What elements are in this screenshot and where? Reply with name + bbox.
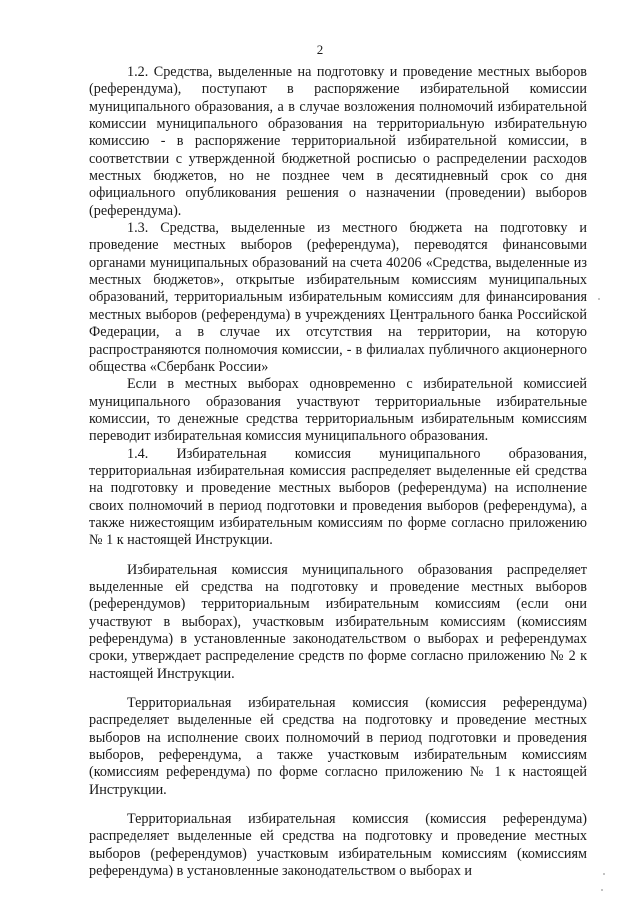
paragraph-territorial-precinct: Территориальная избирательная комиссия (комиссия референдума) распределяет выделенные ей средства на подготовку и проведение местных выборов (референдумов) участковым избирательным комиссиям (комиссиям референдума) в установленные законодательством о выборах и	[89, 811, 587, 880]
document-body	[89, 64, 587, 880]
scan-speck	[601, 889, 603, 891]
paragraph-1-4: 1.4. Избирательная комиссия муниципального образования, территориальная избирательная комиссия распределяет выделенные ей средства на подготовку и проведение местных выборов (референдума) на исполнение своих полномочий в период подготовки и проведения выборов (референдума), а также нижестоящим избирательным комиссиям по форме согласно приложению № 1 к настоящей Инструкции.	[89, 445, 587, 549]
scan-speck	[598, 298, 600, 300]
paragraph-territorial-own-powers: Территориальная избирательная комиссия (комиссия референдума) распределяет выделенные ей средства на подготовку и проведение местных выборов на исполнение своих полномочий в период подготовки и проведения выборов, референдума, а также участковым избирательным комиссиям (комиссиям референдума) по форме согласно приложению № 1 к настоящей Инструкции.	[89, 695, 587, 798]
page-number: 2	[316, 42, 324, 57]
scan-speck	[603, 873, 605, 875]
paragraph-1-2: 1.2. Средства, выделенные на подготовку и проведение местных выборов (референдума), поступают в распоряжение избирательной комиссии муниципального образования, а в случае возложения полномочий избирательной комиссии муниципального образования на территориальную избирательную комиссию - в распоряжение территориальной избирательной комиссии, в соответствии с утвержденной бюджетной росписью о распределении расходов местных бюджетов, но не позднее чем в десятидневный срок со дня официального опубликования решения о назначении (проведении) выборов (референдума).	[89, 64, 587, 219]
paragraph-concurrent-elections: Если в местных выборах одновременно с избирательной комиссией муниципального образования участвуют территориальные избирательные комиссии, то денежные средства территориальным избирательным комиссиям переводит избирательная комиссия муниципального образования.	[89, 376, 587, 445]
paragraph-1-3: 1.3. Средства, выделенные из местного бюджета на подготовку и проведение местных выборов (референдума), переводятся финансовыми органами муниципальных образований на счета 40206 «Средства, выделенные из местных бюджетов», открытые избирательным комиссиям муниципальных образований, территориальным избирательным комиссиям для финансирования местных выборов (референдума) в учреждениях Центрального банка Российской Федерации, а в случае их отсутствия на территории, на которую распространяются полномочия комиссии, - в филиалах публичного акционерного общества «Сбербанк России»	[89, 220, 587, 375]
paragraph-municipal-commission: Избирательная комиссия муниципального образования распределяет выделенные ей средства на подготовку и проведение местных выборов (референдумов) территориальным избирательным комиссиям (если они участвуют в выборах), участковым избирательным комиссиям (комиссиям референдума) в установленные законодательством о выборах и референдумах сроки, утверждает распределение средств по форме согласно приложению № 2 к настоящей Инструкции.	[89, 561, 587, 682]
